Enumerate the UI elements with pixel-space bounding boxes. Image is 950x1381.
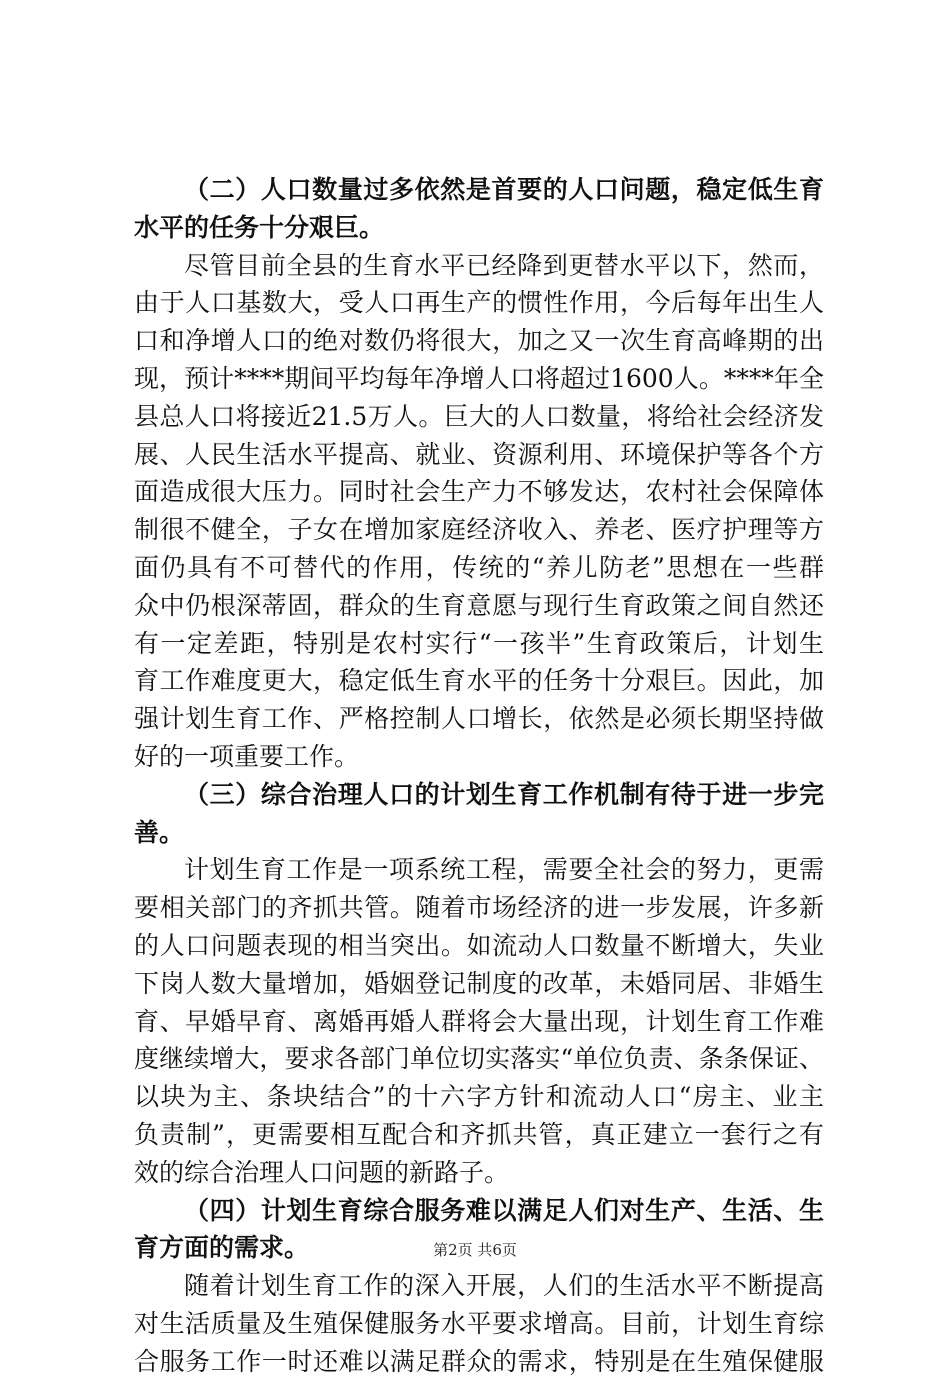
paragraph-line: 口和净增人口的绝对数仍将很大，加之又一次生育高峰期的出	[134, 326, 824, 356]
page-footer: 第2页 共6页	[433, 1241, 517, 1259]
section-heading-line: 水平的任务十分艰巨。	[134, 212, 385, 242]
document-body	[134, 171, 824, 1381]
paragraph-line: 尽管目前全县的生育水平已经降到更替水平以下，然而，	[184, 250, 824, 280]
paragraph-line: 面造成很大压力。同时社会生产力不够发达，农村社会保障体	[134, 477, 824, 507]
paragraph-line: 众中仍根深蒂固，群众的生育意愿与现行生育政策之间自然还	[134, 590, 824, 620]
section-heading-line: （三）综合治理人口的计划生育工作机制有待于进一步完	[184, 779, 824, 809]
section-heading-line: 育方面的需求。	[134, 1233, 310, 1263]
section-heading-line: （二）人口数量过多依然是首要的人口问题，稳定低生育	[184, 175, 824, 204]
paragraph-line: 要相关部门的齐抓共管。随着市场经济的进一步发展，许多新	[134, 893, 824, 923]
section-heading-line: （四）计划生育综合服务难以满足人们对生产、生活、生	[184, 1195, 824, 1225]
paragraph-line: 计划生育工作是一项系统工程，需要全社会的努力，更需	[184, 855, 824, 885]
paragraph-line: 面仍具有不可替代的作用，传统的“养儿防老”思想在一些群	[134, 552, 824, 582]
paragraph-line: 有一定差距，特别是农村实行“一孩半”生育政策后，计划生	[134, 628, 824, 658]
paragraph-line: 的人口问题表现的相当突出。如流动人口数量不断增大，失业	[134, 930, 824, 960]
paragraph-line: 现，预计****期间平均每年净增人口将超过1600人。****年全	[134, 363, 824, 393]
paragraph-line: 以块为主、条块结合”的十六字方针和流动人口“房主、业主	[134, 1082, 824, 1112]
paragraph-line: 度继续增大，要求各部门单位切实落实“单位负责、条条保证、	[134, 1044, 824, 1074]
paragraph-line: 合服务工作一时还难以满足群众的需求，特别是在生殖保健服	[134, 1346, 824, 1376]
section-heading-line: 善。	[134, 817, 185, 847]
paragraph-line: 县总人口将接近21.5万人。巨大的人口数量，将给社会经济发	[134, 401, 824, 431]
paragraph-line: 负责制”，更需要相互配合和齐抓共管，真正建立一套行之有	[134, 1119, 824, 1149]
paragraph-line: 对生活质量及生殖保健服务水平要求增高。目前，计划生育综	[134, 1308, 824, 1338]
paragraph-line: 强计划生育工作、严格控制人口增长，依然是必须长期坚持做	[134, 704, 824, 734]
paragraph-line: 效的综合治理人口问题的新路子。	[134, 1157, 510, 1187]
paragraph-line: 好的一项重要工作。	[134, 741, 360, 771]
paragraph-line: 由于人口基数大，受人口再生产的惯性作用，今后每年出生人	[134, 288, 824, 318]
paragraph-line: 育工作难度更大，稳定低生育水平的任务十分艰巨。因此，加	[134, 666, 824, 696]
paragraph-line: 下岗人数大量增加，婚姻登记制度的改革，未婚同居、非婚生	[134, 968, 824, 998]
paragraph-line: 随着计划生育工作的深入开展，人们的生活水平不断提高	[184, 1271, 824, 1301]
paragraph-line: 制很不健全，子女在增加家庭经济收入、养老、医疗护理等方	[134, 515, 824, 545]
paragraph-line: 育、早婚早育、离婚再婚人群将会大量出现，计划生育工作难	[134, 1006, 824, 1036]
paragraph-line: 展、人民生活水平提高、就业、资源利用、环境保护等各个方	[134, 439, 824, 469]
